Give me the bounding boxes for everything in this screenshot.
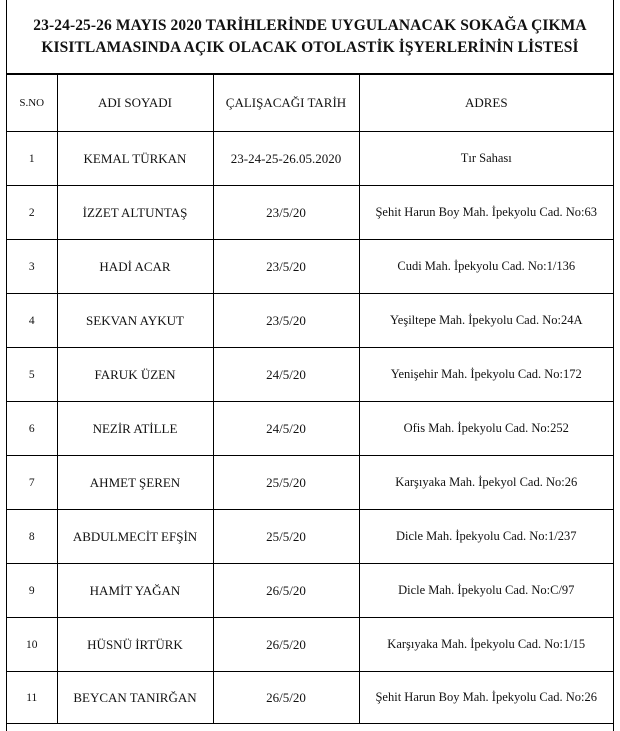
table-row	[7, 672, 613, 724]
row-name: HÜSNÜ İRTÜRK	[57, 618, 213, 672]
header-address: ADRES	[359, 75, 613, 132]
title-line-2: KISITLAMASINDA AÇIK OLACAK OTOLASTİK İŞYERLERİNİN LİSTESİ	[41, 38, 579, 56]
row-name: KEMAL TÜRKAN	[57, 132, 213, 186]
table-row	[7, 456, 613, 510]
header-name: ADI SOYADI	[57, 75, 213, 132]
row-name: BEYCAN TANIRĞAN	[57, 672, 213, 724]
row-date: 26/5/20	[213, 564, 359, 618]
header-date: ÇALIŞACAĞI TARİH	[213, 75, 359, 132]
row-name: HAMİT YAĞAN	[57, 564, 213, 618]
row-sno: 11	[7, 672, 57, 724]
row-sno: 3	[7, 240, 57, 294]
row-name: HADİ ACAR	[57, 240, 213, 294]
row-date: 23/5/20	[213, 240, 359, 294]
row-address: Karşıyaka Mah. İpekyol Cad. No:26	[359, 456, 613, 510]
row-name: ABDULMECİT EFŞİN	[57, 510, 213, 564]
table-header-row	[7, 75, 613, 132]
row-sno: 4	[7, 294, 57, 348]
row-sno: 8	[7, 510, 57, 564]
row-date: 25/5/20	[213, 510, 359, 564]
row-date: 26/5/20	[213, 672, 359, 724]
table-row	[7, 618, 613, 672]
row-name: SEKVAN AYKUT	[57, 294, 213, 348]
row-date: 23/5/20	[213, 294, 359, 348]
row-sno: 6	[7, 402, 57, 456]
header-sno: S.NO	[7, 75, 57, 132]
row-date: 26/5/20	[213, 618, 359, 672]
row-address: Tır Sahası	[359, 132, 613, 186]
table-row	[7, 348, 613, 402]
table-row	[7, 294, 613, 348]
row-date: 23/5/20	[213, 186, 359, 240]
row-name: İZZET ALTUNTAŞ	[57, 186, 213, 240]
row-sno: 5	[7, 348, 57, 402]
title-line-1: 23-24-25-26 MAYIS 2020 TARİHLERİNDE UYGULANACAK SOKAĞA ÇIKMA	[33, 16, 587, 34]
row-address: Şehit Harun Boy Mah. İpekyolu Cad. No:26	[359, 672, 613, 724]
row-date: 23-24-25-26.05.2020	[213, 132, 359, 186]
row-name: AHMET ŞEREN	[57, 456, 213, 510]
workplace-list-table	[7, 74, 613, 724]
row-sno: 9	[7, 564, 57, 618]
document-title	[7, 0, 613, 74]
row-address: Cudi Mah. İpekyolu Cad. No:1/136	[359, 240, 613, 294]
row-date: 24/5/20	[213, 348, 359, 402]
row-name: NEZİR ATİLLE	[57, 402, 213, 456]
row-address: Ofis Mah. İpekyolu Cad. No:252	[359, 402, 613, 456]
table-row	[7, 402, 613, 456]
table-row	[7, 240, 613, 294]
row-name: FARUK ÜZEN	[57, 348, 213, 402]
row-address: Yenişehir Mah. İpekyolu Cad. No:172	[359, 348, 613, 402]
row-address: Karşıyaka Mah. İpekyolu Cad. No:1/15	[359, 618, 613, 672]
table-row	[7, 186, 613, 240]
row-address: Dicle Mah. İpekyolu Cad. No:1/237	[359, 510, 613, 564]
row-date: 24/5/20	[213, 402, 359, 456]
row-address: Dicle Mah. İpekyolu Cad. No:C/97	[359, 564, 613, 618]
row-date: 25/5/20	[213, 456, 359, 510]
row-address: Şehit Harun Boy Mah. İpekyolu Cad. No:63	[359, 186, 613, 240]
table-row	[7, 510, 613, 564]
row-sno: 7	[7, 456, 57, 510]
row-sno: 2	[7, 186, 57, 240]
table-row	[7, 564, 613, 618]
row-sno: 1	[7, 132, 57, 186]
table-row	[7, 132, 613, 186]
document-sheet	[6, 0, 614, 731]
row-sno: 10	[7, 618, 57, 672]
row-address: Yeşiltepe Mah. İpekyolu Cad. No:24A	[359, 294, 613, 348]
